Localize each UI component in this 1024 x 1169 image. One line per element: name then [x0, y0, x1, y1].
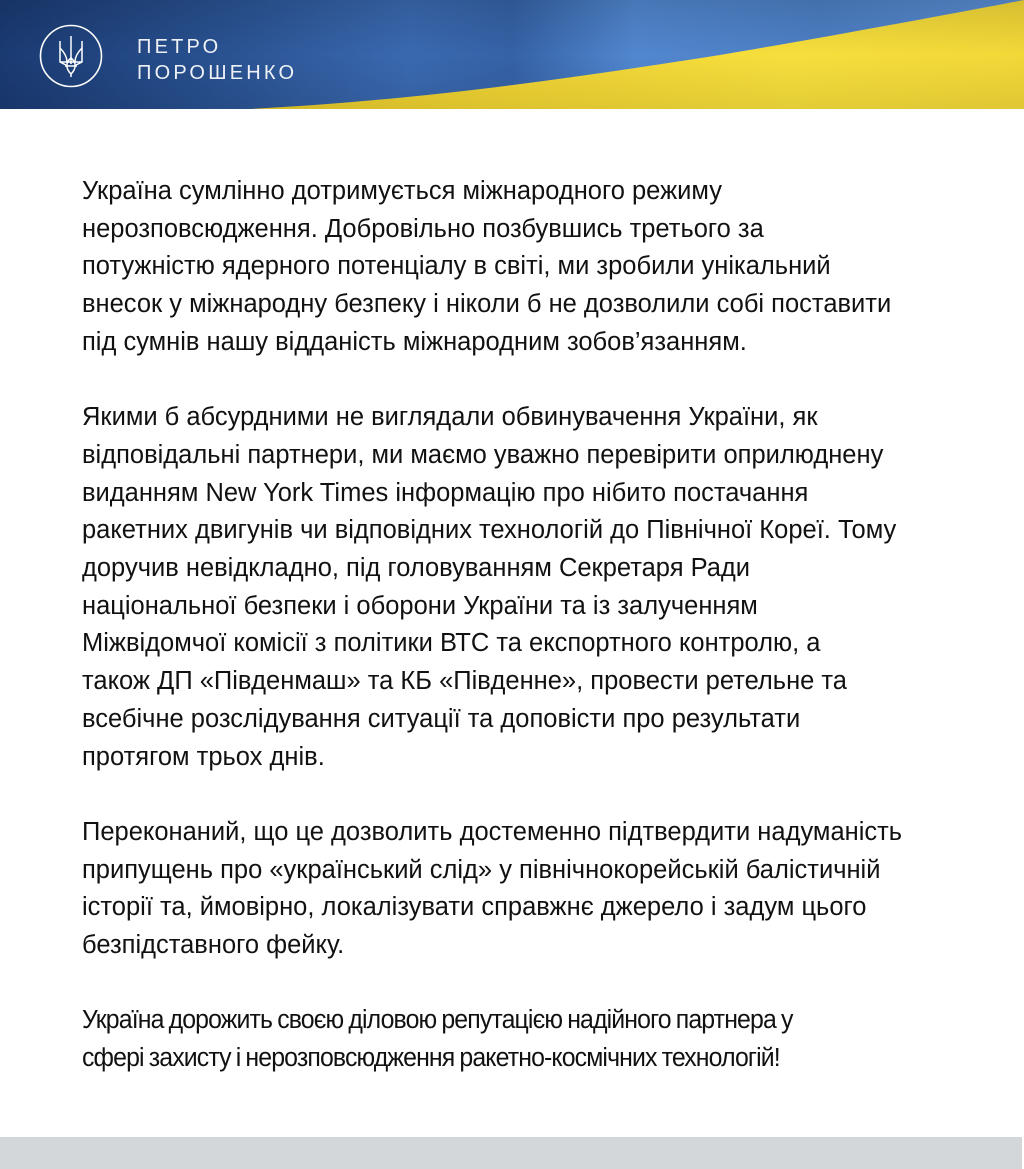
text-line: внесок у міжнародну безпеку і ніколи б не дозволили собі поставити	[82, 290, 892, 319]
text-line: Україна дорожить своєю діловою репутацією надійного партнера у	[82, 1006, 793, 1035]
paragraph	[82, 173, 1002, 362]
text-line: сфері захисту і нерозповсюдження ракетно-космічних технологій!	[82, 1044, 780, 1073]
text-line: Україна сумлінно дотримується міжнародного режиму	[82, 177, 722, 205]
brand-last-name: ПОРОШЕНКО	[137, 62, 298, 84]
paragraph	[82, 1002, 1002, 1077]
text-line: протягом трьох днів.	[82, 742, 325, 771]
header-banner	[0, 0, 1024, 109]
statement-body	[82, 173, 1002, 1116]
text-line: безпідставного фейку.	[82, 931, 345, 960]
paragraph	[82, 814, 1002, 965]
text-line: національної безпеки і оборони України та із залученням	[82, 591, 758, 620]
brand-first-name: ПЕТРО	[137, 36, 222, 58]
paragraph	[82, 399, 1002, 776]
brand-name	[137, 34, 297, 86]
text-line: відповідальні партнери, ми маємо уважно перевірити оприлюднену	[82, 440, 884, 469]
text-line: нерозповсюдження. Добровільно позбувшись третього за	[82, 214, 764, 243]
text-line: Переконаний, що це дозволить достеменно підтвердити надуманість	[82, 817, 903, 846]
text-line: доручив невідкладно, під головуванням Секретаря Ради	[82, 554, 751, 583]
trident-icon	[39, 24, 103, 88]
text-line: ракетних двигунів чи відповідних технологій до Північної Кореї. Тому	[82, 516, 897, 545]
text-line: всебічне розслідування ситуації та доповісти про результати	[82, 704, 801, 733]
text-line: історії та, ймовірно, локалізувати справжнє джерело і задум цього	[82, 893, 867, 922]
footer-band	[0, 1137, 1022, 1169]
text-line: під сумнів нашу відданість міжнародним зобов’язанням.	[82, 327, 747, 356]
text-line: Якими б абсурдними не виглядали обвинувачення України, як	[82, 403, 818, 432]
text-line: припущень про «український слід» у північнокорейській балістичній	[82, 855, 881, 884]
text-line: також ДП «Південмаш» та КБ «Південне», провести ретельне та	[82, 667, 847, 696]
text-line: потужністю ядерного потенціалу в світі, ми зробили унікальний	[82, 252, 831, 281]
text-line: Міжвідомчої комісії з політики ВТС та експортного контролю, а	[82, 629, 821, 658]
text-line: виданням New York Times інформацію про нібито постачання	[82, 478, 809, 507]
